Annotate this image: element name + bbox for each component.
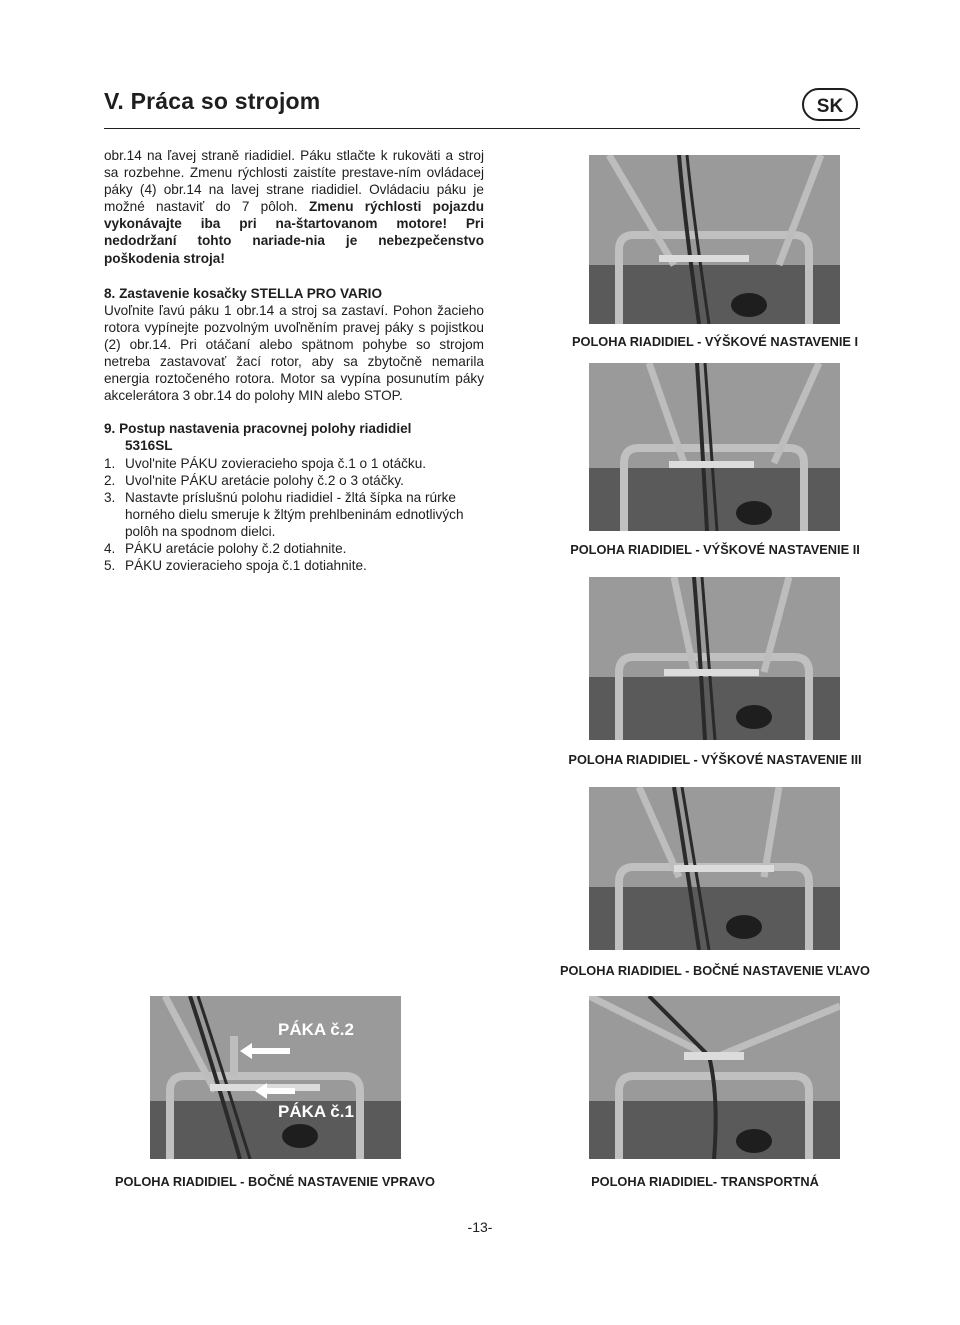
text-column xyxy=(104,147,484,574)
list-item: 4. PÁKU aretácie polohy č.2 dotiahnite. xyxy=(104,540,347,556)
photo-side-left xyxy=(589,787,840,950)
section-9-steps xyxy=(104,455,484,575)
section-9-heading-line2: 5316SL xyxy=(125,438,173,454)
photo-height-position-1 xyxy=(589,155,840,324)
list-item: 2. Uvol'nite PÁKU aretácie polohy č.2 o 3 otáčky. xyxy=(104,472,404,488)
photo-height-position-2 xyxy=(589,363,840,531)
label-paka-1: PÁKA č.1 xyxy=(278,1102,354,1121)
photo-height-position-3 xyxy=(589,577,840,740)
intro-warning: Zmenu rýchlosti pojazdu vykonávajte iba pri na-štartovanom motore! Pri nedodržaní tohto nariade-nia je nebezpečenstvo poškodenia stroja! xyxy=(104,199,484,266)
caption-height-position-2: POLOHA RIADIDIEL - VÝŠKOVÉ NASTAVENIE II xyxy=(570,542,860,557)
caption-height-position-1: POLOHA RIADIDIEL - VÝŠKOVÉ NASTAVENIE I xyxy=(571,334,859,349)
caption-side-right: POLOHA RIADIDIEL - BOČNÉ NASTAVENIE VPRAVO xyxy=(115,1174,435,1189)
intro-paragraph xyxy=(104,147,484,267)
section-9-heading-line1: 9. Postup nastavenia pracovnej polohy riadidiel xyxy=(104,421,412,437)
list-item: 3. Nastavte príslušnú polohu riadidiel - žltá šípka na rúrke horného dielu smeruje k žltým prehlbeninám ednotlivých polôh na spodnom dielci. xyxy=(104,489,464,539)
header-divider xyxy=(104,128,860,129)
section-9-heading xyxy=(104,420,484,454)
language-badge: SK xyxy=(802,88,858,121)
list-item: 5. PÁKU zovieracieho spoja č.1 dotiahnite. xyxy=(104,558,367,574)
section-8-heading: 8. Zastavenie kosačky STELLA PRO VARIO xyxy=(104,285,383,301)
section-8-body: Uvoľnite ľavú páku 1 obr.14 a stroj sa zastaví. Pohon žacieho rotora vypínejte pozvolným uvoľněním pravej páky s pojistkou (2) obr.14. Pri otáčaní alebo spätnom pohybe so strojom netreba zastavovať žací rotor, aby sa zbytočně nemarila energia roztočeného rotora. Motor sa vypína posunutím páky akcelerátora 3 obr.14 do polohy MIN alebo STOP. xyxy=(104,302,484,404)
page-title: V. Práca so strojom xyxy=(104,88,321,114)
photo-side-right xyxy=(150,996,401,1159)
caption-transport: POLOHA RIADIDIEL- TRANSPORTNÁ xyxy=(591,1174,819,1189)
photo-transport xyxy=(589,996,840,1159)
caption-height-position-3: POLOHA RIADIDIEL - VÝŠKOVÉ NASTAVENIE III xyxy=(568,752,862,767)
list-item: 1. Uvol'nite PÁKU zovieracieho spoja č.1 o 1 otáčku. xyxy=(104,455,427,471)
label-paka-2: PÁKA č.2 xyxy=(278,1020,354,1039)
caption-side-left: POLOHA RIADIDIEL - BOČNÉ NASTAVENIE VĽAVO xyxy=(560,963,870,978)
intro-text: obr.14 na ľavej straně riadidiel. Páku stlačte k rukoväti a stroj sa rozbehne. Zmenu rýchlosti zaistíte prestave-ním ovládacej páky (4) obr.14 na lavej strane riadidiel. Ovládaciu páku je možné nastaviť do 7 pôloh. xyxy=(104,148,484,215)
page-number: -13- xyxy=(467,1219,493,1235)
